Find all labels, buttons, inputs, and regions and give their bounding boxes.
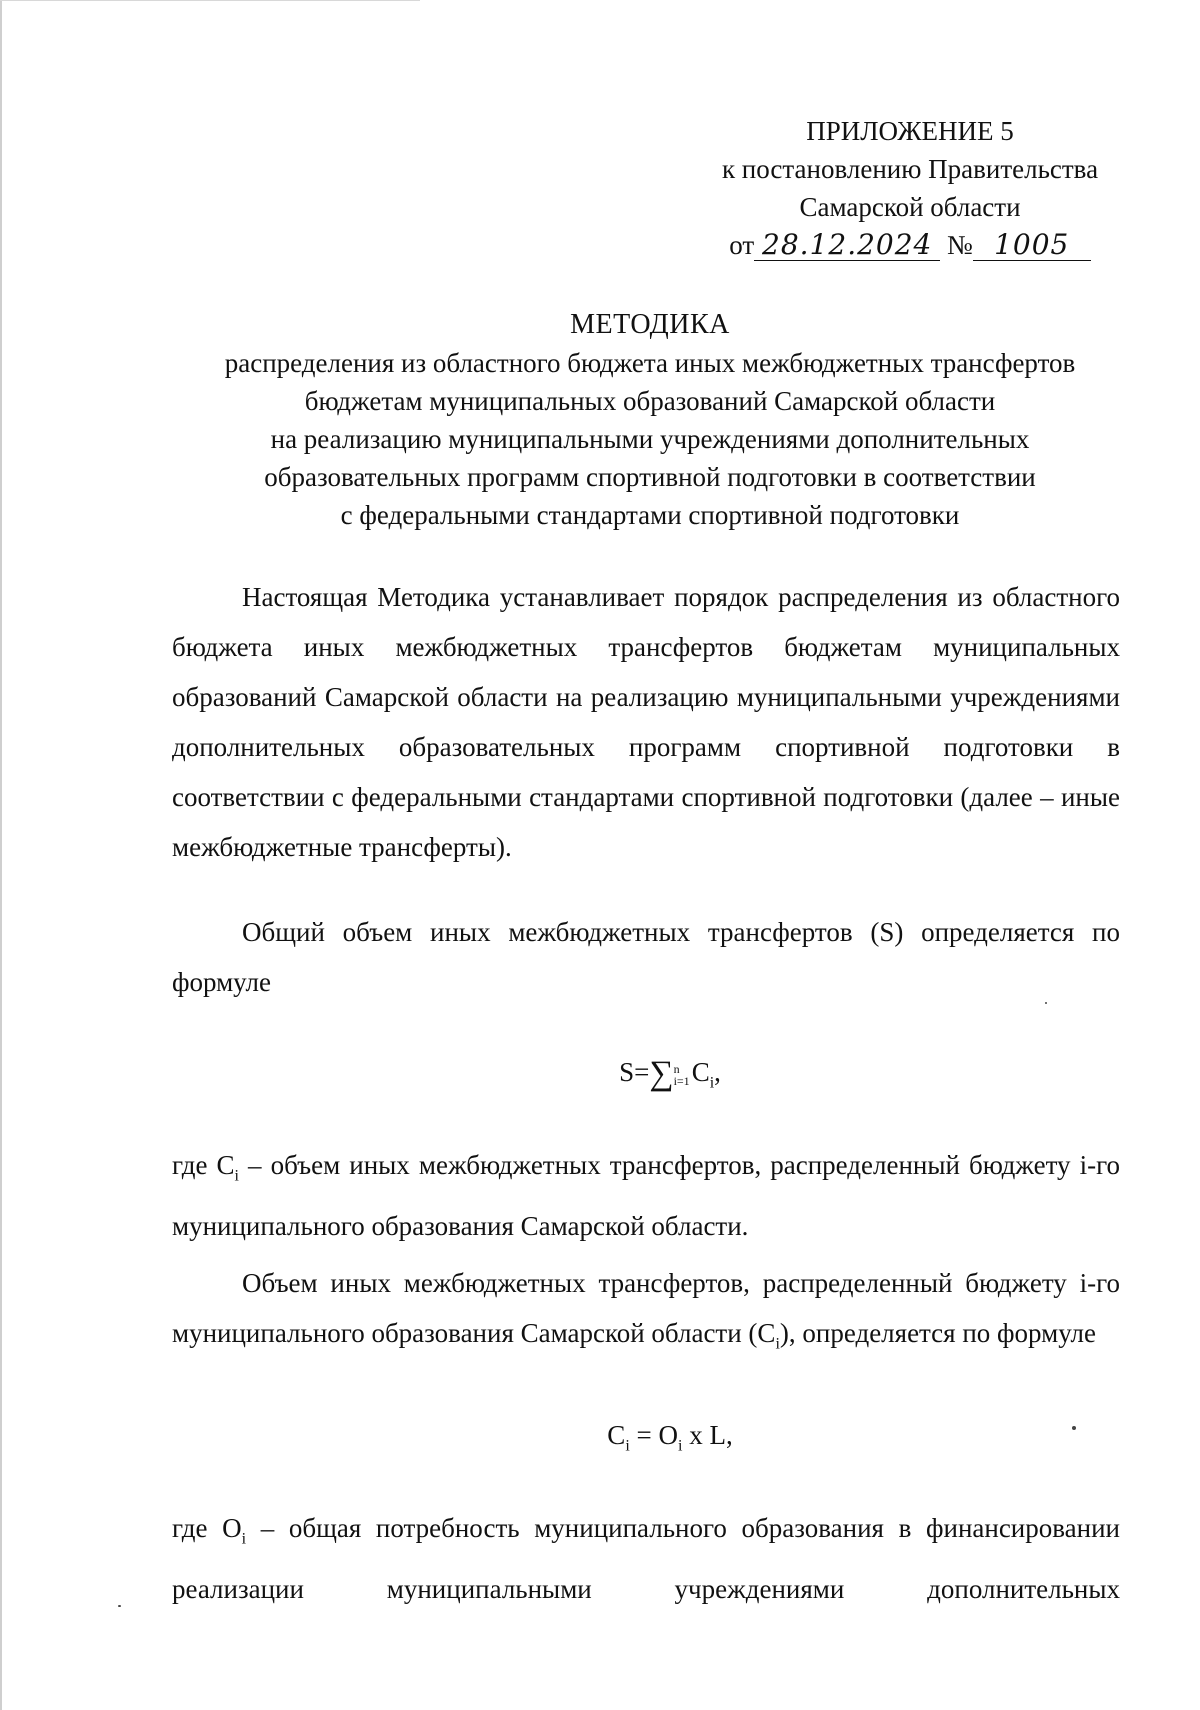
ci-rest: – объем иных межбюджетных трансфертов, распределенный бюджету i-го муниципального образования Самарской области. (172, 1150, 1120, 1242)
sum-upper: n (673, 1061, 680, 1076)
appendix-number: ПРИЛОЖЕНИЕ 5 (806, 116, 1014, 146)
formula-lhs: S= (619, 1057, 650, 1087)
sum-symbol: ∑ (649, 1055, 674, 1092)
paragraph-oi-definition (172, 1503, 1120, 1614)
sum-limits (674, 1063, 690, 1087)
p4-sub: i (775, 1335, 780, 1353)
title-line: распределения из областного бюджета иных межбюджетных трансфертов (224, 348, 1076, 378)
formula-ci (560, 1420, 780, 1455)
ci-sub: i (234, 1167, 239, 1185)
page-edge (0, 0, 2, 1710)
p4-main: Объем иных межбюджетных трансфертов, распределенный бюджету i-го муниципального образования Самарской области (C (172, 1268, 1120, 1348)
document-title (160, 306, 1140, 534)
scan-speck (118, 1605, 121, 1607)
paragraph-ci-volume (172, 1258, 1120, 1369)
title-line: на реализацию муниципальными учреждениями дополнительных (270, 424, 1030, 454)
decree-date-line (690, 226, 1130, 264)
paragraph-intro: Настоящая Методика устанавливает порядок распределения из областного бюджета иных межбюджетных трансфертов бюджетам муниципальных образований Самарской области на реализацию муниципальными учреждениями дополнительных образовательных программ спортивной подготовки в соответствии с федеральными стандартами спортивной подготовки (далее – иные межбюджетные трансферты). (172, 582, 1120, 862)
ci-prefix: где C (172, 1150, 235, 1180)
formula-total (560, 1055, 780, 1093)
formula-c: C (607, 1420, 626, 1450)
paragraph-total-volume: Общий объем иных межбюджетных трансфертов (S) определяется по формуле (172, 917, 1120, 997)
decree-number: 1005 (973, 230, 1091, 261)
title-line: образовательных программ спортивной подготовки в соответствии (264, 462, 1036, 492)
formula-eq: = O (629, 1420, 678, 1450)
scan-top-edge (0, 0, 420, 1)
oi-rest: – общая потребность муниципального образования в финансировании реализации муниципальными учреждениями дополнительных (172, 1513, 1120, 1605)
formula-c-sub: i (625, 1437, 630, 1455)
formula-term: C (691, 1057, 710, 1087)
appendix-header (690, 112, 1130, 264)
appendix-reference: к постановлению Правительства (721, 154, 1099, 184)
formula-o-sub: i (678, 1437, 683, 1455)
title-line: с федеральными стандартами спортивной подготовки (340, 500, 960, 530)
formula-term-sub: i (709, 1074, 715, 1092)
title-line: бюджетам муниципальных образований Самарской области (304, 386, 996, 416)
p4-tail: ), определяется по формуле (779, 1318, 1096, 1348)
oi-prefix: где O (172, 1513, 242, 1543)
number-prefix: № (946, 230, 973, 260)
sum-lower: i=1 (673, 1073, 690, 1088)
formula-rest: x L, (682, 1420, 733, 1450)
scan-speck (1072, 1426, 1076, 1430)
formula-tail: , (714, 1057, 721, 1087)
oi-sub: i (241, 1530, 247, 1548)
decree-date: 28.12.2024 (754, 230, 940, 261)
scan-speck (1045, 1002, 1047, 1004)
date-prefix: от (729, 230, 755, 260)
paragraph-ci-definition (172, 1140, 1120, 1251)
appendix-region: Самарской области (799, 192, 1021, 222)
title-main: МЕТОДИКА (570, 309, 730, 340)
